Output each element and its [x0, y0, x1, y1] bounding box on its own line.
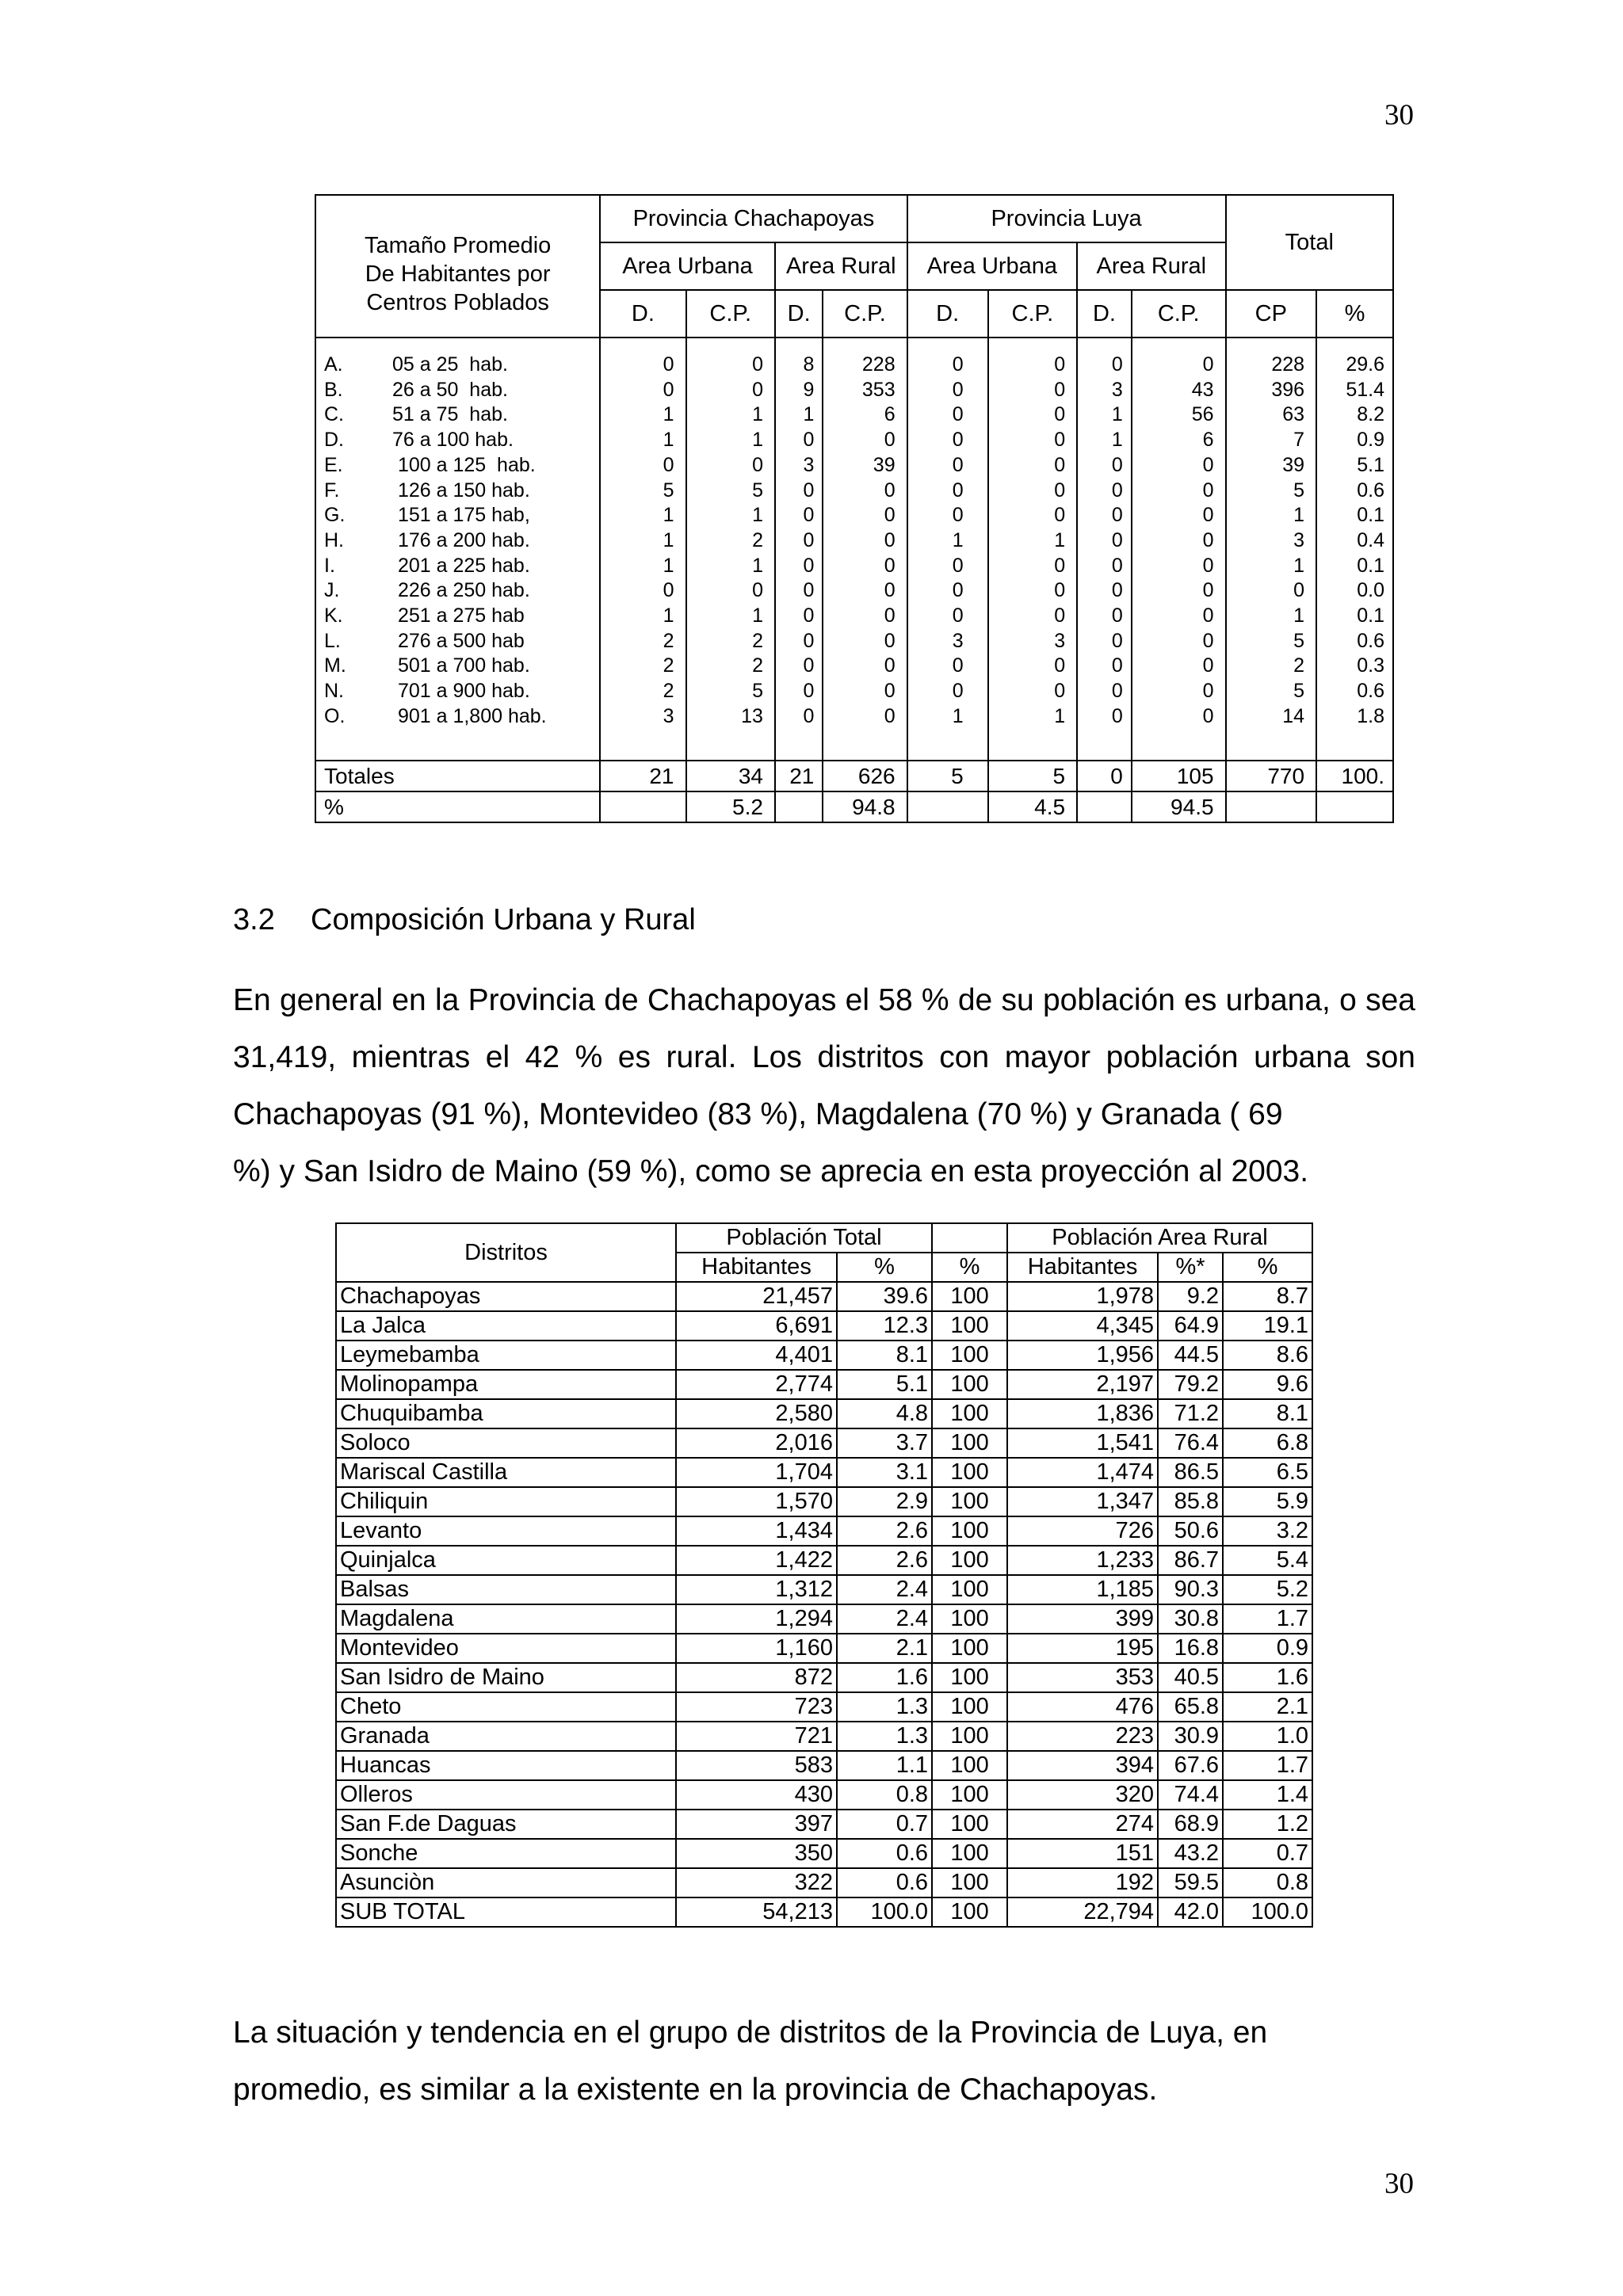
table-cell: 100: [932, 1604, 1007, 1634]
table-cell: 872: [676, 1663, 837, 1692]
table-cell: 54,213: [676, 1897, 837, 1927]
table-cell: 1.7: [1223, 1604, 1312, 1634]
table-cell: 100: [932, 1458, 1007, 1487]
table-cell: 0.8: [1223, 1868, 1312, 1897]
table-cell: 320: [1007, 1780, 1158, 1810]
table-row: [336, 1604, 1312, 1634]
table-cell: 1,185: [1007, 1575, 1158, 1604]
table-cell: 8.1: [837, 1341, 932, 1370]
table-cell: 1.3: [837, 1692, 932, 1722]
table2-hab-header: Habitantes: [676, 1253, 837, 1282]
table-cell: 100: [932, 1282, 1007, 1311]
table2-empty-header: [932, 1223, 1007, 1253]
table1-col-data: 228 396 63 7 39 5 1 3 1 0 1 5 2 5 14: [1226, 338, 1317, 761]
table-cell: 1,422: [676, 1546, 837, 1575]
table-row: [336, 1428, 1312, 1458]
district-name-cell: SUB TOTAL: [336, 1897, 676, 1927]
table2-hab-header: Habitantes: [1007, 1253, 1158, 1282]
table-cell: 394: [1007, 1751, 1158, 1780]
table-cell: 100: [932, 1692, 1007, 1722]
table-row: [336, 1341, 1312, 1370]
table1-pct-cell: 94.5: [1132, 791, 1226, 822]
table-cell: 86.7: [1158, 1546, 1223, 1575]
table-row: [336, 1692, 1312, 1722]
table1-pct-cell: [600, 791, 685, 822]
table1-total-cell: 100.: [1316, 761, 1393, 791]
table-row: [336, 1516, 1312, 1546]
district-name-cell: San Isidro de Maino: [336, 1663, 676, 1692]
table-cell: 1,570: [676, 1487, 837, 1516]
paragraph-2-body: La situación y tendencia en el grupo de distritos de la Provincia de Luya, en: [233, 2016, 1268, 2050]
district-name-cell: Granada: [336, 1722, 676, 1751]
table-cell: 5.1: [837, 1370, 932, 1399]
table-cell: 1,434: [676, 1516, 837, 1546]
table2-pct-header: %: [837, 1253, 932, 1282]
table1-total-cell: 0: [1077, 761, 1132, 791]
table1-col-cp: C.P.: [823, 290, 907, 338]
page-number-bottom: 30: [1384, 2168, 1414, 2200]
table-cell: 723: [676, 1692, 837, 1722]
table1-col-data: 0 43 56 6 0 0 0 0 0 0 0 0 0 0 0: [1132, 338, 1226, 761]
district-name-cell: La Jalca: [336, 1311, 676, 1341]
table1-col-data: 0 3 1 1 0 0 0 0 0 0 0 0 0 0 0: [1077, 338, 1132, 761]
table-row: [336, 1663, 1312, 1692]
table1-total-header: Total: [1226, 195, 1393, 290]
page-number-top: 30: [1384, 99, 1414, 132]
table-cell: 100: [932, 1341, 1007, 1370]
table-cell: 1,160: [676, 1634, 837, 1663]
table-row: [336, 1546, 1312, 1575]
district-name-cell: Balsas: [336, 1575, 676, 1604]
table1-col-data: 228 353 6 0 39 0 0 0 0 0 0 0 0 0 0: [823, 338, 907, 761]
table-row: [336, 1311, 1312, 1341]
table1-total-cell: 5: [988, 761, 1077, 791]
paragraph-2: [233, 2004, 1415, 2119]
section-number: 3.2: [233, 903, 275, 936]
table2-pob-rural-header: Población Area Rural: [1007, 1223, 1312, 1253]
table-cell: 1.1: [837, 1751, 932, 1780]
table-cell: 100.0: [1223, 1897, 1312, 1927]
table-cell: 2,580: [676, 1399, 837, 1428]
district-name-cell: Chachapoyas: [336, 1282, 676, 1311]
table-cell: 8.6: [1223, 1341, 1312, 1370]
table-cell: 43.2: [1158, 1839, 1223, 1868]
table1-col-pct: %: [1316, 290, 1393, 338]
table-cell: 0.7: [1223, 1839, 1312, 1868]
table-row: [336, 1634, 1312, 1663]
table-cell: 1.7: [1223, 1751, 1312, 1780]
table2-pct-star-header: %*: [1158, 1253, 1223, 1282]
district-name-cell: Chiliquin: [336, 1487, 676, 1516]
table-cell: 100: [932, 1516, 1007, 1546]
table-cell: 1.0: [1223, 1722, 1312, 1751]
table-cell: 1,836: [1007, 1399, 1158, 1428]
district-name-cell: Magdalena: [336, 1604, 676, 1634]
table1-col-data: 8 9 1 0 3 0 0 0 0 0 0 0 0 0 0: [775, 338, 823, 761]
table-cell: 0.6: [837, 1839, 932, 1868]
table-cell: 8.7: [1223, 1282, 1312, 1311]
table1-col-cp: C.P.: [686, 290, 775, 338]
table-cell: 1,347: [1007, 1487, 1158, 1516]
table1-row-labels: [315, 338, 600, 761]
table-cell: 430: [676, 1780, 837, 1810]
table-cell: 65.8: [1158, 1692, 1223, 1722]
table-row: [336, 1839, 1312, 1868]
district-name-cell: Olleros: [336, 1780, 676, 1810]
table1-total-cell: 626: [823, 761, 907, 791]
table2-pob-total-header: Población Total: [676, 1223, 932, 1253]
table1-pct-cell: [775, 791, 823, 822]
table-cell: 100: [932, 1370, 1007, 1399]
table-cell: 4,345: [1007, 1311, 1158, 1341]
table-cell: 476: [1007, 1692, 1158, 1722]
table-cell: 67.6: [1158, 1751, 1223, 1780]
table-cell: 223: [1007, 1722, 1158, 1751]
table-cell: 100: [932, 1546, 1007, 1575]
table-cell: 30.8: [1158, 1604, 1223, 1634]
table1-total-cell: 770: [1226, 761, 1317, 791]
table1-pct-cell: 5.2: [686, 791, 775, 822]
table-cell: 30.9: [1158, 1722, 1223, 1751]
table-cell: 100: [932, 1897, 1007, 1927]
table-cell: 2.1: [1223, 1692, 1312, 1722]
table-cell: 50.6: [1158, 1516, 1223, 1546]
table1-prov-luya: Provincia Luya: [907, 195, 1226, 242]
table1-total-cell: 21: [775, 761, 823, 791]
table-cell: 16.8: [1158, 1634, 1223, 1663]
table-cell: 42.0: [1158, 1897, 1223, 1927]
table-cell: 2.6: [837, 1516, 932, 1546]
table1-col-d: D.: [775, 290, 823, 338]
table1-col-cp: C.P.: [988, 290, 1077, 338]
table-row: [336, 1370, 1312, 1399]
table-row: [336, 1399, 1312, 1428]
table1-col-data: 29.6 51.4 8.2 0.9 5.1 0.6 0.1 0.4 0.1 0.0 0.1 0.6 0.3 0.6 1.8: [1316, 338, 1393, 761]
table-cell: 3.7: [837, 1428, 932, 1458]
table-cell: 5.4: [1223, 1546, 1312, 1575]
table-cell: 59.5: [1158, 1868, 1223, 1897]
table1-col-d: D.: [1077, 290, 1132, 338]
table-row: [336, 1458, 1312, 1487]
table-cell: 399: [1007, 1604, 1158, 1634]
table-cell: 1,541: [1007, 1428, 1158, 1458]
section-heading: [233, 903, 696, 937]
table1-total-cell: 21: [600, 761, 685, 791]
table-cell: 40.5: [1158, 1663, 1223, 1692]
district-population-table: [335, 1222, 1313, 1928]
table-cell: 100: [932, 1868, 1007, 1897]
district-name-cell: San F.de Daguas: [336, 1810, 676, 1839]
table-cell: 19.1: [1223, 1311, 1312, 1341]
table-cell: 76.4: [1158, 1428, 1223, 1458]
table-row: [336, 1751, 1312, 1780]
table-cell: 4.8: [837, 1399, 932, 1428]
table1-corner-label: Tamaño Promedio De Habitantes por Centros Poblados: [315, 195, 600, 338]
table-cell: 100: [932, 1399, 1007, 1428]
table-cell: 12.3: [837, 1311, 932, 1341]
table-cell: 6.8: [1223, 1428, 1312, 1458]
table-cell: 100: [932, 1663, 1007, 1692]
table-cell: 274: [1007, 1810, 1158, 1839]
table1-ch-rural: Area Rural: [775, 242, 907, 290]
table-cell: 1,294: [676, 1604, 837, 1634]
table-cell: 5.2: [1223, 1575, 1312, 1604]
table1-col-d: D.: [907, 290, 988, 338]
table-cell: 5.9: [1223, 1487, 1312, 1516]
paragraph-1-body: En general en la Provincia de Chachapoyas el 58 % de su población es urbana, o sea 31,419, mientras el 42 % es rural. Los distritos con mayor población urbana son Chachapoyas (91 %), Montevideo (83 %), Magdalena (70 %) y Granada ( 69: [233, 983, 1415, 1131]
table-cell: 100: [932, 1487, 1007, 1516]
district-name-cell: Cheto: [336, 1692, 676, 1722]
table1-lu-rural: Area Rural: [1077, 242, 1225, 290]
table1-total-cell: 34: [686, 761, 775, 791]
table-cell: 726: [1007, 1516, 1158, 1546]
table-row: [336, 1722, 1312, 1751]
paragraph-1: [233, 972, 1415, 1200]
district-name-cell: Mariscal Castilla: [336, 1458, 676, 1487]
table-cell: 100: [932, 1780, 1007, 1810]
table-cell: 192: [1007, 1868, 1158, 1897]
table-cell: 1.4: [1223, 1780, 1312, 1810]
table-cell: 2.9: [837, 1487, 932, 1516]
table-cell: 397: [676, 1810, 837, 1839]
table-cell: 0.8: [837, 1780, 932, 1810]
table-cell: 2.4: [837, 1604, 932, 1634]
table-cell: 1,978: [1007, 1282, 1158, 1311]
table-cell: 2.4: [837, 1575, 932, 1604]
table-cell: 1.6: [837, 1663, 932, 1692]
table-cell: 22,794: [1007, 1897, 1158, 1927]
table-cell: 0.9: [1223, 1634, 1312, 1663]
table-cell: 350: [676, 1839, 837, 1868]
district-name-cell: Montevideo: [336, 1634, 676, 1663]
table1-lu-urbana: Area Urbana: [907, 242, 1077, 290]
paragraph-2-last-line: promedio, es similar a la existente en la provincia de Chachapoyas.: [233, 2073, 1158, 2107]
table-cell: 100.0: [837, 1897, 932, 1927]
table-cell: 100: [932, 1839, 1007, 1868]
table-cell: 100: [932, 1428, 1007, 1458]
table-cell: 583: [676, 1751, 837, 1780]
table2-distritos-header: Distritos: [336, 1223, 676, 1282]
table-row: [336, 1487, 1312, 1516]
table-cell: 721: [676, 1722, 837, 1751]
table-cell: 1.2: [1223, 1810, 1312, 1839]
table-cell: 100: [932, 1751, 1007, 1780]
table-cell: 6.5: [1223, 1458, 1312, 1487]
table1-col-cp-total: CP: [1226, 290, 1317, 338]
table-cell: 2,774: [676, 1370, 837, 1399]
table-cell: 9.6: [1223, 1370, 1312, 1399]
table-cell: 1.3: [837, 1722, 932, 1751]
table1-total-cell: 105: [1132, 761, 1226, 791]
table-cell: 100: [932, 1311, 1007, 1341]
table-cell: 1,233: [1007, 1546, 1158, 1575]
table1-row-letters: A. B. C. D. E. F. G. H. I. J. K. L. M. N. O.: [324, 353, 346, 727]
table-cell: 2.6: [837, 1546, 932, 1575]
table-cell: 322: [676, 1868, 837, 1897]
table-cell: 100: [932, 1634, 1007, 1663]
table1-col-data: 0 0 1 1 0 5 1 1 1 0 1 2 2 2 3: [600, 338, 685, 761]
table-cell: 68.9: [1158, 1810, 1223, 1839]
table1-total-cell: 5: [907, 761, 988, 791]
district-name-cell: Quinjalca: [336, 1546, 676, 1575]
table-cell: 100: [932, 1722, 1007, 1751]
table1-totals-label: Totales: [315, 761, 600, 791]
table-cell: 100: [932, 1810, 1007, 1839]
table-cell: 1,956: [1007, 1341, 1158, 1370]
paragraph-1-last-line: %) y San Isidro de Maino (59 %), como se aprecia en esta proyección al 2003.: [233, 1154, 1309, 1188]
table-cell: 353: [1007, 1663, 1158, 1692]
table-row: [336, 1897, 1312, 1927]
table-cell: 0.7: [837, 1810, 932, 1839]
table1-pct-cell: [1077, 791, 1132, 822]
table1-pct-label: %: [315, 791, 600, 822]
table-cell: 8.1: [1223, 1399, 1312, 1428]
table-row: [336, 1780, 1312, 1810]
table-cell: 2,197: [1007, 1370, 1158, 1399]
table-cell: 2.1: [837, 1634, 932, 1663]
table-cell: 4,401: [676, 1341, 837, 1370]
table1-col-data: 0 0 0 0 0 0 0 1 0 0 0 3 0 0 1: [988, 338, 1077, 761]
table-cell: 6,691: [676, 1311, 837, 1341]
table1-col-data: 0 0 0 0 0 0 0 1 0 0 0 3 0 0 1: [907, 338, 988, 761]
table1-pct-cell: [907, 791, 988, 822]
table-cell: 74.4: [1158, 1780, 1223, 1810]
district-name-cell: Asunciòn: [336, 1868, 676, 1897]
table1-ch-urbana: Area Urbana: [600, 242, 775, 290]
district-name-cell: Chuquibamba: [336, 1399, 676, 1428]
district-name-cell: Leymebamba: [336, 1341, 676, 1370]
table2-pct-header: %: [932, 1253, 1007, 1282]
table-cell: 3.2: [1223, 1516, 1312, 1546]
population-size-table: [315, 194, 1394, 823]
table-cell: 100: [932, 1575, 1007, 1604]
table1-pct-cell: 4.5: [988, 791, 1077, 822]
table-cell: 195: [1007, 1634, 1158, 1663]
table-cell: 1,474: [1007, 1458, 1158, 1487]
table-row: [336, 1868, 1312, 1897]
table-cell: 0.6: [837, 1868, 932, 1897]
table2-pct-header: %: [1223, 1253, 1312, 1282]
table1-col-d: D.: [600, 290, 685, 338]
table1-pct-cell: 94.8: [823, 791, 907, 822]
table-cell: 1.6: [1223, 1663, 1312, 1692]
table-cell: 2,016: [676, 1428, 837, 1458]
district-name-cell: Soloco: [336, 1428, 676, 1458]
district-name-cell: Huancas: [336, 1751, 676, 1780]
table1-row-ranges: 05 a 25 hab. 26 a 50 hab. 51 a 75 hab. 76 a 100 hab. 100 a 125 hab. 126 a 150 hab. 151 a 175 hab, 176 a 200 hab. 201 a 225 hab. 226 a 250 hab. 251 a 275 hab 276 a 500 hab 501 a 700 hab. 701 a 900 hab. 901 a 1,800 hab.: [392, 353, 547, 727]
table1-col-data: 0 0 1 1 0 5 1 2 1 0 1 2 2 5 13: [686, 338, 775, 761]
table-cell: 44.5: [1158, 1341, 1223, 1370]
table-cell: 86.5: [1158, 1458, 1223, 1487]
table1-prov-chachapoyas: Provincia Chachapoyas: [600, 195, 907, 242]
table-cell: 39.6: [837, 1282, 932, 1311]
table-cell: 1,312: [676, 1575, 837, 1604]
table-cell: 90.3: [1158, 1575, 1223, 1604]
table-cell: 1,704: [676, 1458, 837, 1487]
table-cell: 21,457: [676, 1282, 837, 1311]
district-name-cell: Molinopampa: [336, 1370, 676, 1399]
table1-col-cp: C.P.: [1132, 290, 1226, 338]
table-cell: 64.9: [1158, 1311, 1223, 1341]
table-row: [336, 1282, 1312, 1311]
table-cell: 9.2: [1158, 1282, 1223, 1311]
district-name-cell: Sonche: [336, 1839, 676, 1868]
section-title: Composición Urbana y Rural: [311, 903, 696, 936]
table2-body: [336, 1282, 1312, 1927]
table1-pct-cell: [1316, 791, 1393, 822]
table-row: [336, 1575, 1312, 1604]
table-cell: 151: [1007, 1839, 1158, 1868]
table1-pct-cell: [1226, 791, 1317, 822]
district-name-cell: Levanto: [336, 1516, 676, 1546]
table-cell: 79.2: [1158, 1370, 1223, 1399]
table-row: [336, 1810, 1312, 1839]
table-cell: 85.8: [1158, 1487, 1223, 1516]
table-cell: 71.2: [1158, 1399, 1223, 1428]
table-cell: 3.1: [837, 1458, 932, 1487]
